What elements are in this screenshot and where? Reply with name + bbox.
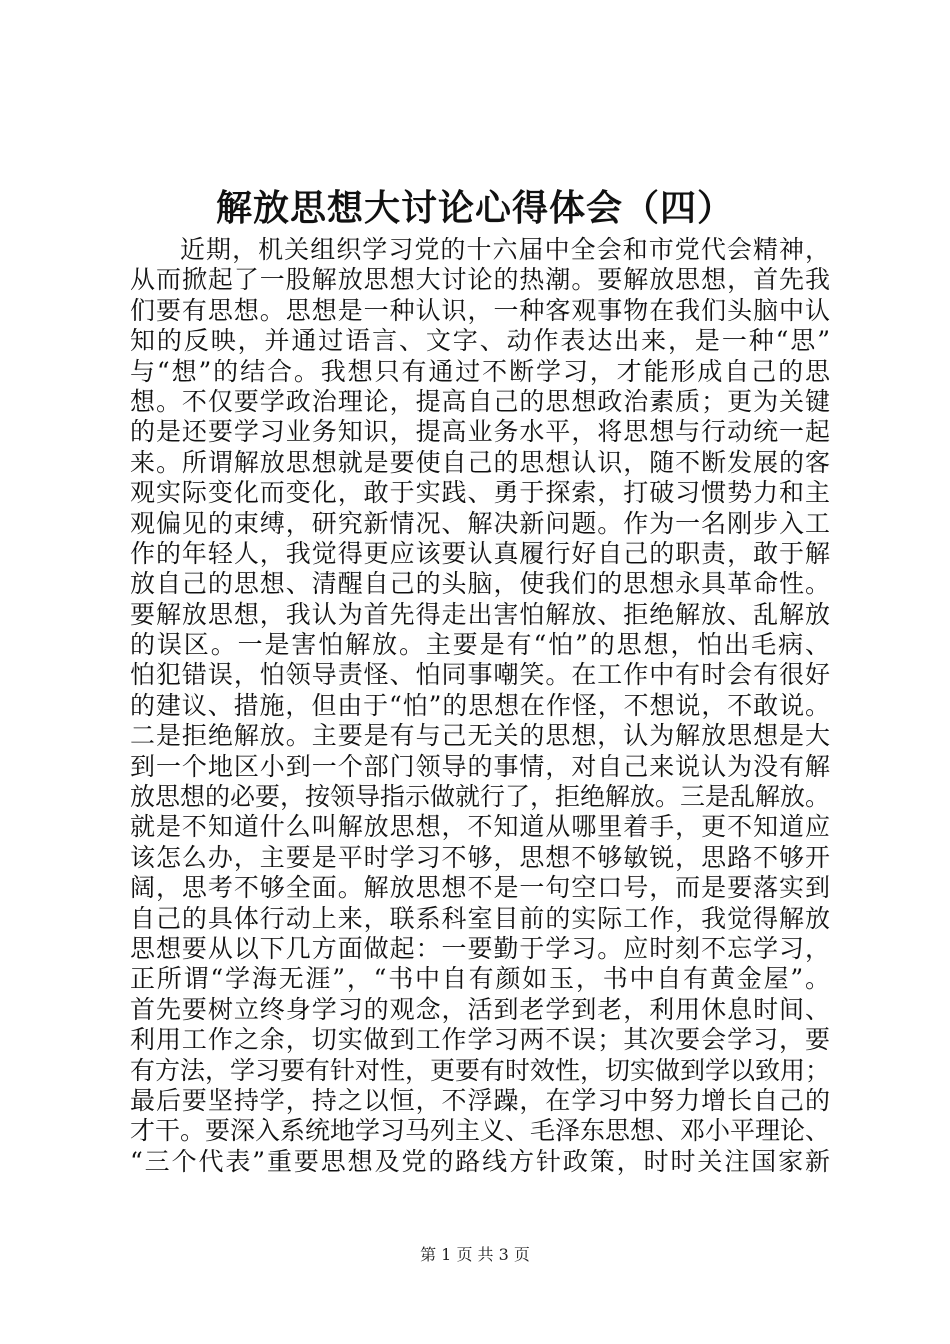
page-footer bbox=[0, 1244, 950, 1266]
body-line: 二是拒绝解放。主要是有与己无关的思想，认为解放思想是大 bbox=[130, 721, 830, 751]
document-title: 解放思想大讨论心得体会（四） bbox=[215, 187, 734, 229]
body-line: 有方法，学习要有针对性，更要有时效性，切实做到学以致用； bbox=[130, 1055, 831, 1085]
body-line: 就是不知道什么叫解放思想，不知道从哪里着手，更不知道应 bbox=[130, 812, 830, 842]
body-line: 该怎么办，主要是平时学习不够，思想不够敏锐，思路不够开 bbox=[130, 842, 830, 872]
body-line: 从而掀起了一股解放思想大讨论的热潮。要解放思想，首先我 bbox=[130, 265, 830, 295]
body-line: 观偏见的束缚，研究新情况、解决新问题。作为一名刚步入工 bbox=[130, 508, 830, 538]
document-body bbox=[130, 235, 830, 1177]
body-line: 放自己的思想、清醒自己的头脑，使我们的思想永具革命性。 bbox=[130, 569, 830, 599]
body-line: 的是还要学习业务知识，提高业务水平，将思想与行动统一起 bbox=[130, 417, 830, 447]
body-line: 作的年轻人，我觉得更应该要认真履行好自己的职责，敢于解 bbox=[130, 538, 830, 568]
body-line: 思想要从以下几方面做起：一要勤于学习。应时刻不忘学习， bbox=[130, 933, 830, 963]
body-line: 才干。要深入系统地学习马列主义、毛泽东思想、邓小平理论、 bbox=[130, 1116, 831, 1146]
body-line: 阔，思考不够全面。解放思想不是一句空口号，而是要落实到 bbox=[130, 873, 830, 903]
body-line: 近期，机关组织学习党的十六届中全会和市党代会精神， bbox=[180, 235, 830, 264]
page-number: 第 1 页 共 3 页 bbox=[420, 1245, 530, 1264]
body-line: 与“想”的结合。我想只有通过不断学习，才能形成自己的思 bbox=[130, 356, 830, 386]
body-line: 怕犯错误，怕领导责怪、怕同事嘲笑。在工作中有时会有很好 bbox=[130, 660, 830, 690]
body-line: 观实际变化而变化，敢于实践、勇于探索，打破习惯势力和主 bbox=[130, 478, 830, 508]
body-line: 正所谓“学海无涯”，“书中自有颜如玉，书中自有黄金屋”。 bbox=[130, 964, 830, 994]
body-line: “三个代表”重要思想及党的路线方针政策，时时关注国家新 bbox=[130, 1146, 830, 1176]
body-line: 自己的具体行动上来，联系科室目前的实际工作，我觉得解放 bbox=[130, 903, 830, 933]
body-line: 利用工作之余，切实做到工作学习两不误；其次要会学习，要 bbox=[130, 1025, 830, 1055]
body-line: 的误区。一是害怕解放。主要是有“怕”的思想，怕出毛病、 bbox=[130, 630, 830, 660]
body-line: 首先要树立终身学习的观念，活到老学到老，利用休息时间、 bbox=[130, 994, 830, 1024]
body-line: 的建议、措施，但由于“怕”的思想在作怪，不想说，不敢说。 bbox=[130, 690, 830, 720]
body-line: 们要有思想。思想是一种认识，一种客观事物在我们头脑中认 bbox=[130, 295, 830, 325]
body-line: 最后要坚持学，持之以恒，不浮躁，在学习中努力增长自己的 bbox=[130, 1085, 830, 1115]
body-line: 要解放思想，我认为首先得走出害怕解放、拒绝解放、乱解放 bbox=[130, 599, 830, 629]
body-line: 到一个地区小到一个部门领导的事情，对自己来说认为没有解 bbox=[130, 751, 830, 781]
body-line: 来。所谓解放思想就是要使自己的思想认识，随不断发展的客 bbox=[130, 447, 830, 477]
body-line: 放思想的必要，按领导指示做就行了，拒绝解放。三是乱解放。 bbox=[130, 782, 831, 812]
body-line: 知的反映，并通过语言、文字、动作表达出来，是一种“思” bbox=[130, 326, 830, 356]
body-line: 想。不仅要学政治理论，提高自己的思想政治素质；更为关键 bbox=[130, 386, 830, 416]
